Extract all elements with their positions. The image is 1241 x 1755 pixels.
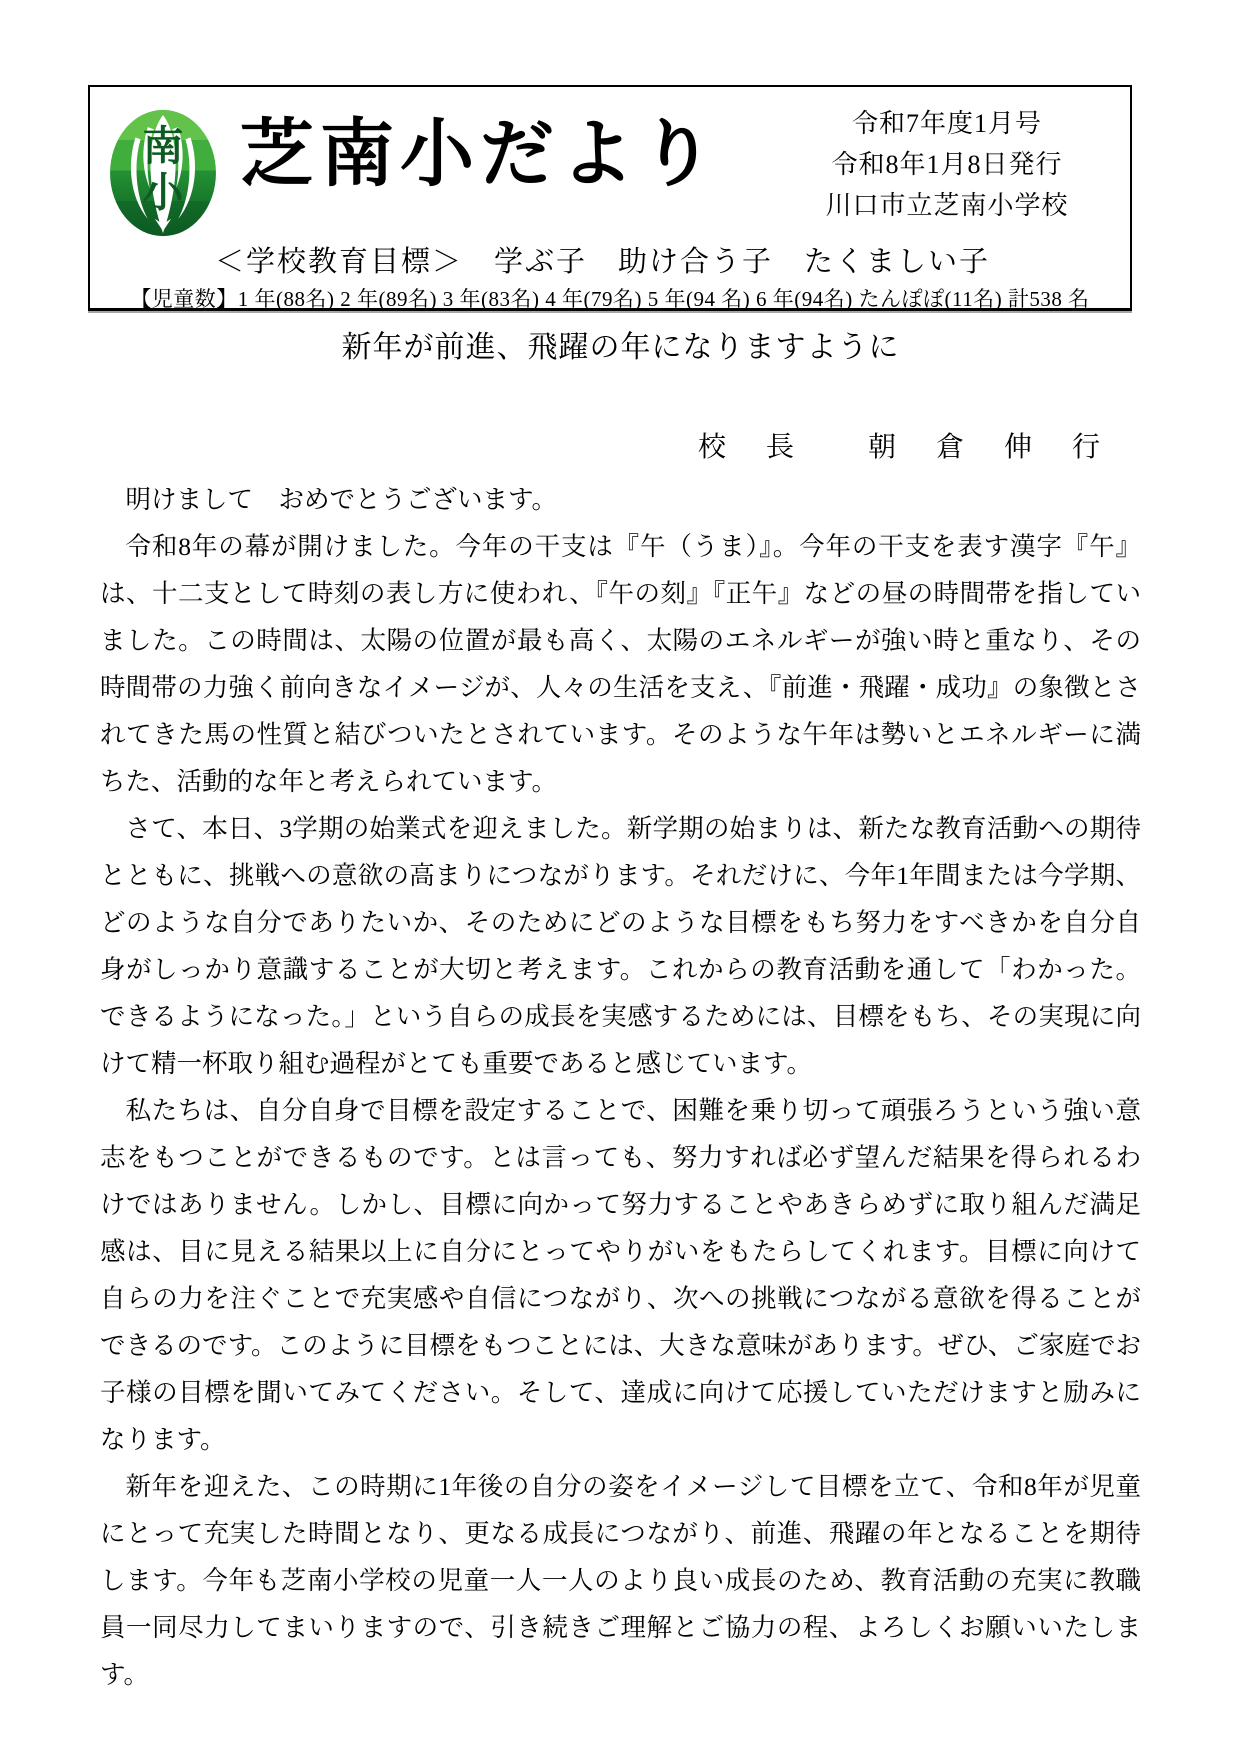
newsletter-title: 芝南小だより [240, 111, 720, 197]
school-emblem-icon [107, 103, 219, 243]
issue-date: 令和8年1月8日発行 [831, 150, 1063, 179]
paragraph-greeting: 明けまして おめでとうございます。 [125, 485, 557, 514]
issue-info [782, 103, 1112, 226]
logo-char-bottom: 小 [142, 168, 184, 217]
principal-byline: 校 長 朝 倉 伸 行 [697, 432, 1106, 463]
issue-number: 令和7年度1月号 [851, 109, 1042, 138]
enrollment-line: 【児童数】1 年(88名) 2 年(89名) 3 年(83名) 4 年(79名) 5 年(94 名) 6 年(94名) たんぽぽ(11名) 計538 名 [130, 287, 1090, 311]
logo-char-top: 南 [142, 121, 184, 170]
header-box [88, 85, 1132, 311]
paragraph-goals: 私たちは、自分自身で目標を設定することで、困難を乗り切って頑張ろうという強い意志をもつことができるものです。とは言っても、努力すれば必ず望んだ結果を得られるわけではありません。しかし、目標に向かって努力することやあきらめずに取り組んだ満足感は、目に見える結果以上に自分にとってやりがいをもたらしてくれます。目標に向けて自らの力を注ぐことで充実感や自信につながり、次への挑戦につながる意欲を得ることができるのです。このように目標をもつことには、大きな意味があります。ぜひ、ご家庭でお子様の目標を聞いてみてください。そして、達成に向けて応援していただけますと励みになります。 [100, 1096, 1141, 1454]
paragraph-closing: 新年を迎えた、この時期に1年後の自分の姿をイメージして目標を立て、令和8年が児童にとって充実した時間となり、更なる成長につながり、前進、飛躍の年となることを期待します。今年も芝南小学校の児童一人一人のより良い成長のため、教育活動の充実に教職員一同尽力してまいりますので、引き続きご理解とご協力の程、よろしくお願いいたします。 [100, 1472, 1141, 1689]
school-logo [107, 103, 219, 243]
article-body [100, 476, 1141, 1698]
paragraph-zodiac: 令和8年の幕が開けました。今年の干支は『午（うま）』。今年の干支を表す漢字『午』は、十二支として時刻の表し方に使われ、『午の刻』『正午』などの昼の時間帯を指していました。この時間は、太陽の位置が最も高く、太陽のエネルギーが強い時と重なり、その時間帯の力強く前向きなイメージが、人々の生活を支え、『前進・飛躍・成功』の象徴とされてきた馬の性質と結びついたとされています。そのような午年は勢いとエネルギーに満ちた、活動的な年と考えられています。 [100, 532, 1141, 796]
paragraph-new-term: さて、本日、3学期の始業式を迎えました。新学期の始まりは、新たな教育活動への期待とともに、挑戦への意欲の高まりにつながります。それだけに、今年1年間または今学期、どのような自分でありたいか、そのためにどのような目標をもち努力をすべきかを自分自身がしっかり意識することが大切と考えます。これからの教育活動を通して「わかった。できるようになった。」という自らの成長を実感するためには、目標をもち、その実現に向けて精一杯取り組む過程がとても重要であると感じています。 [100, 814, 1141, 1078]
school-goal-line: ＜学校教育目標＞ 学ぶ子 助け合う子 たくましい子 [215, 246, 991, 278]
school-name: 川口市立芝南小学校 [825, 191, 1069, 220]
article-title: 新年が前進、飛躍の年になりますように [341, 331, 900, 364]
